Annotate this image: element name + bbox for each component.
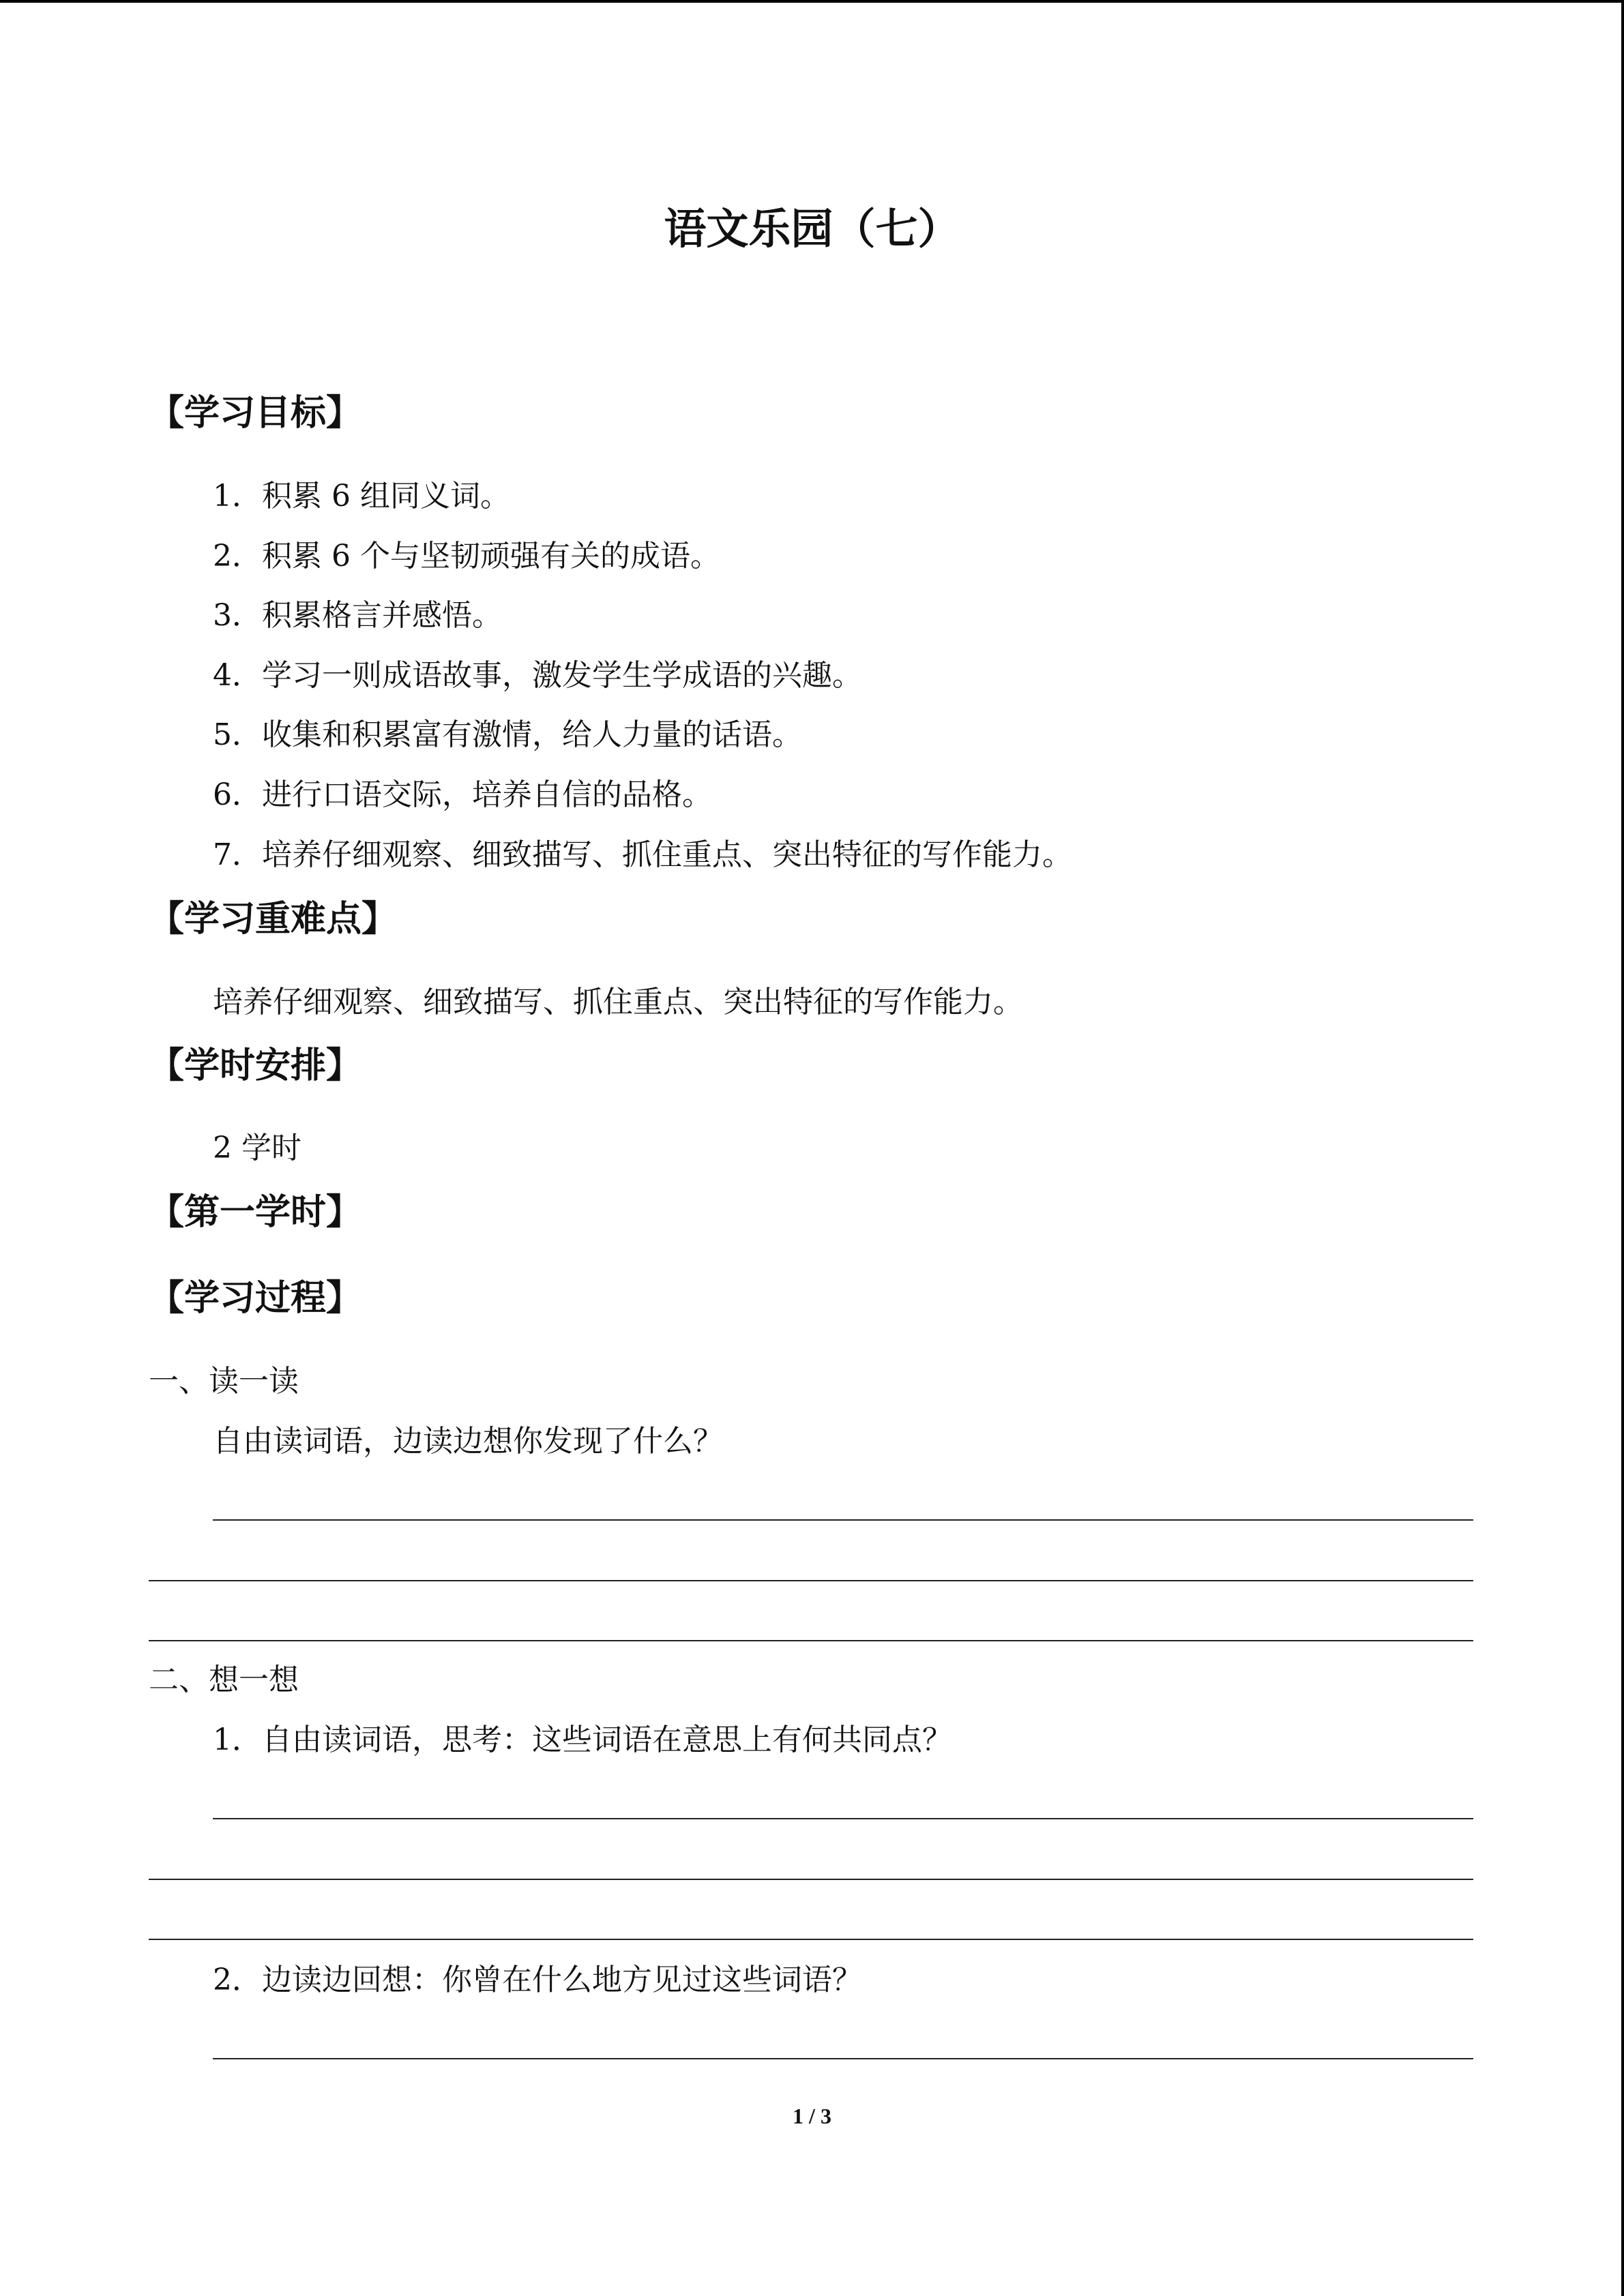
answer-line[interactable] <box>149 1580 1473 1581</box>
schedule-heading: 【学时安排】 <box>149 1045 362 1086</box>
goal-item-5: 5．收集和积累富有激情，给人力量的话语。 <box>213 717 802 752</box>
part1-label: 一、读一读 <box>149 1364 299 1399</box>
goal-item-7: 7．培养仔细观察、细致描写、抓住重点、突出特征的写作能力。 <box>213 837 1072 872</box>
answer-line[interactable] <box>213 1519 1473 1521</box>
key-points-heading: 【学习重难点】 <box>149 899 398 940</box>
process-heading: 【学习过程】 <box>149 1278 362 1319</box>
part2-question-1: 1．自由读词语，思考：这些词语在意思上有何共同点？ <box>213 1723 952 1757</box>
answer-line[interactable] <box>149 1939 1473 1940</box>
page-title: 语文乐园（七） <box>664 204 960 254</box>
answer-line[interactable] <box>213 1818 1473 1819</box>
goal-item-4: 4．学习一则成语故事，激发学生学成语的兴趣。 <box>213 658 862 693</box>
first-period-heading: 【第一学时】 <box>149 1192 362 1233</box>
goal-item-2: 2．积累 6 个与坚韧顽强有关的成语。 <box>213 539 720 573</box>
answer-line[interactable] <box>149 1879 1473 1880</box>
goal-item-3: 3．积累格言并感悟。 <box>213 598 502 633</box>
answer-line[interactable] <box>149 1640 1473 1641</box>
goals-heading: 【学习目标】 <box>149 393 362 434</box>
answer-line[interactable] <box>213 2058 1473 2059</box>
goal-item-1: 1．积累 6 组同义词。 <box>213 479 510 513</box>
schedule-text: 2 学时 <box>213 1131 301 1165</box>
goal-item-6: 6．进行口语交际，培养自信的品格。 <box>213 777 712 812</box>
page-number: 1 / 3 <box>793 2104 831 2128</box>
key-points-text: 培养仔细观察、细致描写、抓住重点、突出特征的写作能力。 <box>213 985 1023 1019</box>
part1-question: 自由读词语，边读边想你发现了什么？ <box>213 1424 723 1459</box>
part2-label: 二、想一想 <box>149 1663 299 1697</box>
part2-question-2: 2．边读边回想：你曾在什么地方见过这些词语？ <box>213 1963 862 1997</box>
